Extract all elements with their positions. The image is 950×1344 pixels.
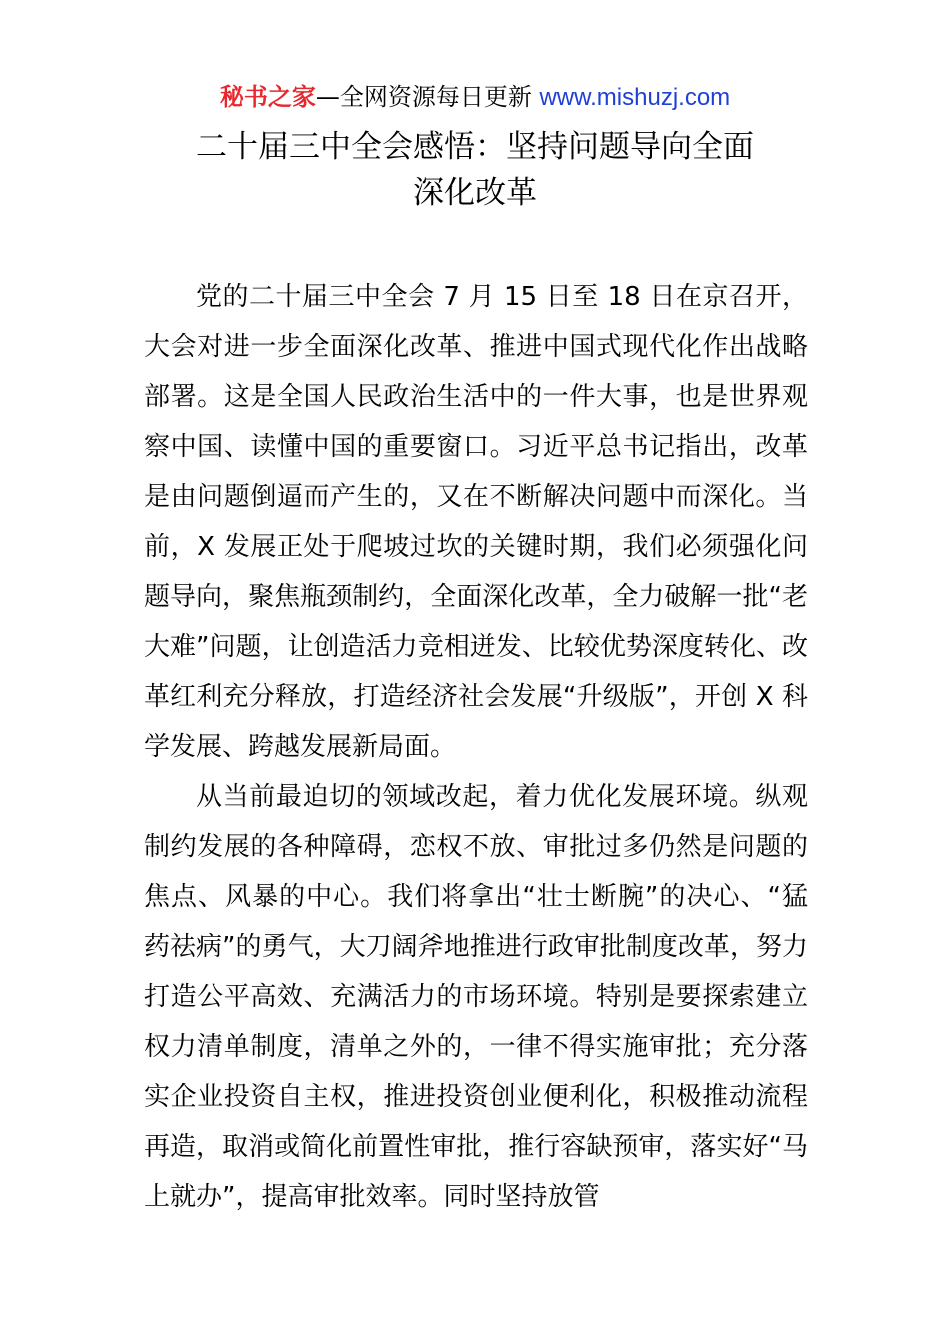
site-header (0, 80, 950, 115)
site-brand: 秘书之家 (219, 83, 316, 111)
paragraph: 从当前最迫切的领域改起，着力优化发展环境。纵观制约发展的各种障碍，恋权不放、审批过多仍然是问题的焦点、风暴的中心。我们将拿出“壮士断腕”的决心、“猛药祛病”的勇气，大刀阔斧地推进行政审批制度改革，努力打造公平高效、充满活力的市场环境。特别是要探索建立权力清单制度，清单之外的，一律不得实施审批；充分落实企业投资自主权，推进投资创业便利化，积极推动流程再造，取消或简化前置性审批，推行容缺预审，落实好“马上就办”，提高审批效率。同时坚持放管 (144, 782, 808, 1212)
document-title-line-1: 二十届三中全会感悟：坚持问题导向全面 (196, 129, 754, 165)
document-title-line-2: 深化改革 (413, 175, 537, 211)
document-body (144, 272, 808, 1222)
document-title (0, 124, 950, 216)
site-tagline: —全网资源每日更新 (315, 83, 540, 111)
paragraph: 党的二十届三中全会 7 月 15 日至 18 日在京召开，大会对进一步全面深化改革、推进中国式现代化作出战略部署。这是全国人民政治生活中的一件大事，也是世界观察中国、读懂中国的重要窗口。习近平总书记指出，改革是由问题倒逼而产生的，又在不断解决问题中而深化。当前，X 发展正处于爬坡过坎的关键时期，我们必须强化问题导向，聚焦瓶颈制约，全面深化改革，全力破解一批“老大难”问题，让创造活力竞相迸发、比较优势深度转化、改革红利充分释放，打造经济社会发展“升级版”，开创 X 科学发展、跨越发展新局面。 (144, 282, 808, 762)
site-url[interactable]: www.mishuzj.com (539, 84, 731, 111)
